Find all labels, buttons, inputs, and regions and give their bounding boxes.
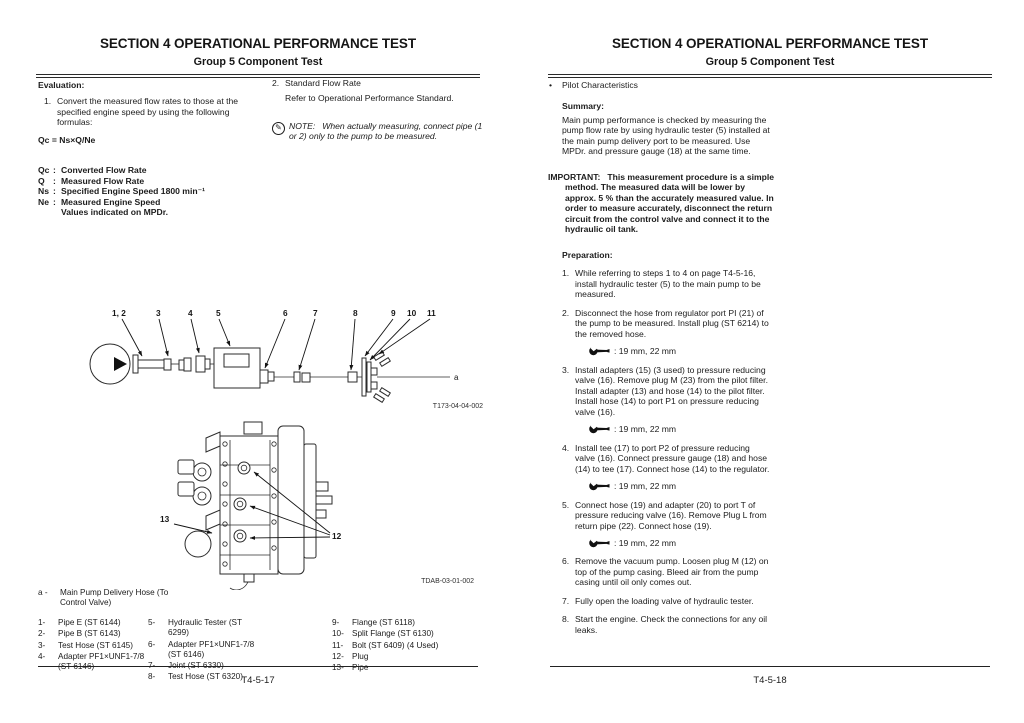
wrench-icon — [589, 346, 610, 356]
preparation-heading: Preparation: — [562, 249, 613, 260]
manual-page-right — [512, 0, 1024, 723]
page-number: T4-5-17 — [241, 675, 275, 686]
evaluation-heading: Evaluation: — [38, 80, 85, 90]
prep-step-7: 7. Fully open the loading valve of hydraulic tester. — [562, 595, 754, 606]
note-block — [272, 121, 486, 142]
page-header — [548, 36, 992, 78]
step-text: Convert the measured flow rates to those at the specified engine speed by using the following formulas: — [57, 96, 239, 128]
prep-step-2: 2. Disconnect the hose from regulator port PI (21) of the pump to be measured. Install plug (ST 6214) to the removed hose. — [562, 307, 769, 339]
callout-label: 7 — [313, 308, 318, 318]
callout-label: 6 — [283, 308, 288, 318]
part-item: 3- Test Hose (ST 6145) — [38, 640, 133, 650]
prep-step-6: 6. Remove the vacuum pump. Loosen plug M (12) on top of the pump casing. Bleed air from the pump casing until oil only comes out. — [562, 556, 769, 588]
topic-title: Pilot Characteristics — [562, 80, 638, 90]
tool-size-row — [589, 424, 782, 434]
page-header — [36, 36, 480, 78]
group-subtitle: Group 5 Component Test — [193, 56, 323, 68]
callout-label: 9 — [391, 308, 396, 318]
flange-assembly — [362, 352, 450, 403]
figure-pump-assembly-diagram — [148, 420, 492, 590]
note-text-wrap — [289, 121, 486, 142]
definition-row: Ne : Measured Engine Speed — [38, 196, 161, 207]
delivery-hose-label: a — [454, 373, 459, 382]
part-item: 5- Hydraulic Tester (ST 6299) — [148, 618, 242, 638]
group-subtitle: Group 5 Component Test — [705, 56, 835, 68]
wrench-icon — [589, 538, 610, 548]
outlet-fittings — [260, 370, 362, 383]
tool-size-text: : 19 mm, 22 mm — [614, 424, 677, 435]
part-item: 8- Test Hose (ST 6320) — [148, 672, 243, 682]
flow-formula: Qc = Ns×Q/Ne — [38, 134, 96, 145]
wrench-icon — [589, 424, 610, 434]
note-text: When actually measuring, connect pipe (1 or 2) only to the pump to be measured. — [289, 120, 483, 142]
tool-size-text: : 19 mm, 22 mm — [614, 481, 677, 492]
prep-step-3: 3. Install adapters (15) (3 used) to pressure reducing valve (16). Remove plug M (23) from the pilot filter. Install adapter (13) and hose (14) to the pilot filter. Install hose (14) to port P1 on pressure reducing valve (16). — [562, 364, 768, 417]
tool-size-row — [589, 481, 782, 491]
figure-test-setup-diagram — [56, 298, 488, 414]
parts-column-2 — [148, 618, 260, 684]
pencil-note-icon: ✎ — [272, 122, 285, 135]
step-number: 1. — [44, 96, 52, 107]
pump-symbol — [90, 344, 130, 384]
important-label: IMPORTANT: — [548, 171, 601, 182]
evaluation-column — [38, 78, 264, 218]
page-number: T4-5-18 — [753, 675, 787, 686]
definition-row: Ns : Specified Engine Speed 1800 min⁻¹ — [38, 186, 205, 197]
important-text: This measurement procedure is a simple method. The measured data will be lower by approx. 5 % than the accurately measured value. In order to measure accurately, disconnect the return circuit from the control valve and connect it to the hydraulic oil tank. — [565, 171, 775, 235]
callout-label: 4 — [188, 308, 193, 318]
definition-row: Q : Measured Flow Rate — [38, 175, 145, 186]
topic-bullet-row — [548, 80, 782, 90]
callout-label: 1, 2 — [112, 308, 126, 318]
callout-label: 11 — [427, 308, 436, 318]
part-item: 9- Flange (ST 6118) — [332, 618, 415, 627]
evaluation-step-2 — [272, 78, 486, 88]
bullet-glyph: • — [549, 80, 553, 90]
legend-text: Main Pump Delivery Hose (To Control Valve) — [60, 588, 169, 608]
callout-label: 3 — [156, 308, 161, 318]
legend-key: a - — [38, 588, 48, 597]
prep-step-1: 1. While referring to steps 1 to 4 on page T4-5-16, install hydraulic tester (5) to the main pump to be measured. — [562, 268, 761, 300]
prep-step-8: 8. Start the engine. Check the connections for any oil leaks. — [562, 614, 768, 635]
part-item: 10- Split Flange (ST 6130) — [332, 629, 434, 639]
hydraulic-tester-box — [214, 348, 260, 388]
header-rule — [36, 74, 480, 75]
tool-size-text: : 19 mm, 22 mm — [614, 346, 677, 357]
prep-step-4: 4. Install tee (17) to port P2 of pressure reducing valve (16). Connect pressure gauge (18) and hose (14) to tee (17). Connect hose (14) to the regulator. — [562, 442, 770, 474]
summary-heading: Summary: — [562, 101, 605, 112]
note-label: NOTE: — [289, 120, 316, 131]
footer-rule — [38, 666, 478, 667]
tool-size-row — [589, 538, 782, 548]
callout-label: 10 — [407, 308, 417, 318]
part-item: 11- Bolt (ST 6409) (4 Used) — [332, 640, 439, 650]
tool-size-row — [589, 346, 782, 356]
pipe-and-fittings — [133, 355, 214, 373]
figure-code: TDAB-03-01-002 — [421, 578, 474, 585]
part-item: 12- Plug — [332, 651, 369, 661]
part-item: 6- Adapter PF1×UNF1-7/8 (ST 6146) — [148, 639, 255, 659]
figure-code: T173-04-04-002 — [432, 403, 483, 410]
pump-assembly-drawing — [178, 422, 332, 590]
definition-row: Qc : Converted Flow Rate — [38, 165, 147, 176]
prep-step-5: 5. Connect hose (19) and adapter (20) to port T of pressure reducing valve (16). Remove Plug L from return pipe (22). Connect hose (19). — [562, 499, 767, 531]
summary-paragraph: Main pump performance is checked by measuring the pump flow rate by using hydraulic tester (5) installed at the main pump delivery port to be measured. Use MPDr. and pressure gauge (18) at the same time. — [562, 114, 770, 157]
callout-label: 5 — [216, 308, 221, 318]
preparation-steps — [562, 268, 782, 635]
important-block — [548, 172, 775, 235]
part-item: 2- Pipe B (ST 6143) — [38, 629, 121, 639]
formula-definitions — [38, 165, 264, 217]
footer-rule — [550, 666, 990, 667]
definition-row: Values indicated on MPDr. — [61, 207, 168, 218]
step-text: Standard Flow Rate — [285, 78, 361, 88]
callout-label-13: 13 — [160, 514, 170, 524]
part-item: 1- Pipe E (ST 6144) — [38, 618, 121, 627]
header-rule — [548, 74, 992, 75]
callout-label-12: 12 — [332, 531, 342, 541]
part-item: 7- Joint (ST 6330) — [148, 661, 224, 670]
part-item: 13- Pipe — [332, 663, 369, 672]
section-title: SECTION 4 OPERATIONAL PERFORMANCE TEST — [100, 36, 416, 51]
refer-line: Refer to Operational Performance Standard. — [285, 93, 454, 104]
part-item: 4- Adapter PF1×UNF1-7/8 (ST 6146) — [38, 651, 145, 671]
wrench-icon — [589, 481, 610, 491]
standard-flow-column — [272, 78, 486, 142]
legend-item-a — [38, 588, 188, 609]
callout-label: 8 — [353, 308, 358, 318]
step-number: 2. — [272, 78, 280, 88]
pilot-characteristics-column — [548, 78, 782, 635]
evaluation-step-1 — [38, 96, 264, 127]
section-title: SECTION 4 OPERATIONAL PERFORMANCE TEST — [612, 36, 928, 51]
parts-column-1 — [38, 618, 150, 673]
tool-size-text: : 19 mm, 22 mm — [614, 537, 677, 548]
